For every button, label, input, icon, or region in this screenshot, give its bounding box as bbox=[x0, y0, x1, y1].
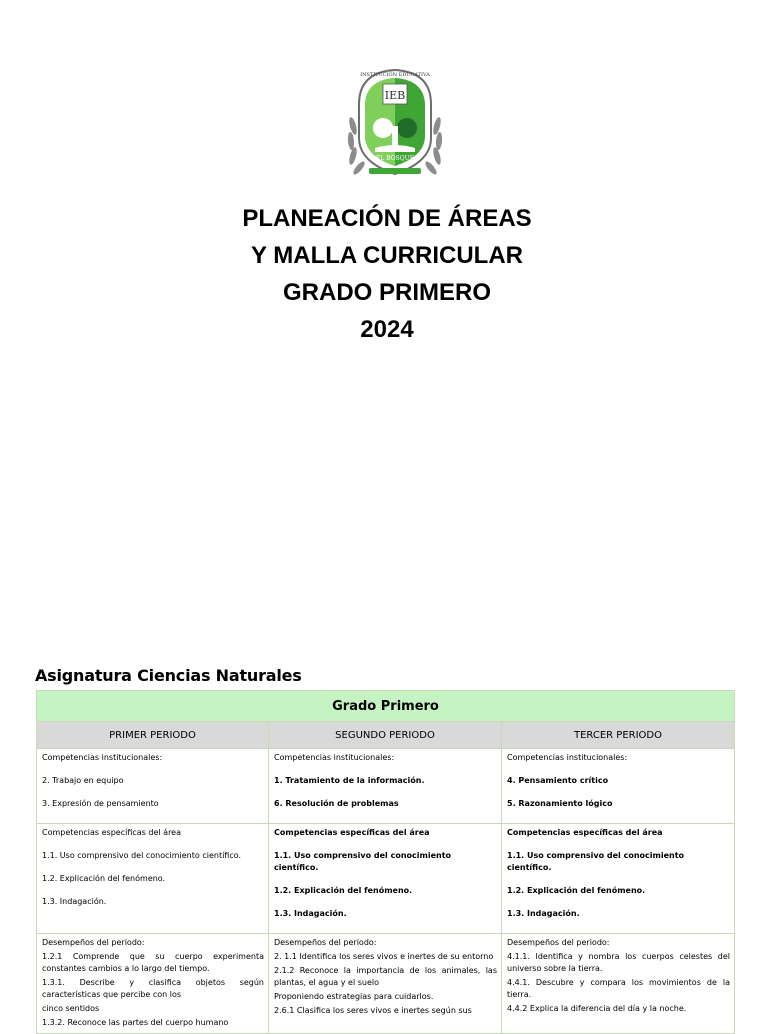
cell-line: 5. Razonamiento lógico bbox=[507, 799, 613, 808]
cell-line: 3. Expresión de pensamiento bbox=[42, 799, 159, 808]
cell-line: 1.3. Indagación. bbox=[507, 909, 580, 918]
table-cell bbox=[269, 824, 502, 934]
table-row bbox=[37, 749, 735, 824]
cell-line: 1.1. Uso comprensivo del conocimiento científico. bbox=[507, 851, 685, 872]
cell-line: Competencias específicas del área bbox=[507, 828, 663, 837]
cell-line: 1.3.2. Reconoce las partes del cuerpo humano bbox=[42, 1018, 229, 1027]
logo-top-text: INSTITUCIÓN EDUCATIVA bbox=[360, 72, 430, 78]
table-cell bbox=[269, 934, 502, 1034]
cell-line: Competencias institucionales: bbox=[42, 753, 163, 762]
cell-line: Desempeños del periodo: bbox=[274, 938, 377, 947]
cell-line: 1.2. Explicación del fenómeno. bbox=[507, 886, 646, 895]
school-logo bbox=[345, 66, 445, 180]
table-cell bbox=[37, 824, 269, 934]
cell-line: 1.2.1 Comprende que su cuerpo experimenta constantes cambios a lo largo del tiempo. bbox=[42, 952, 264, 973]
cell-line: 1.2. Explicación del fenómeno. bbox=[42, 874, 166, 883]
grade-header: Grado Primero bbox=[37, 691, 735, 722]
table-cell bbox=[502, 749, 735, 824]
cell-line: 1.3. Indagación. bbox=[274, 909, 347, 918]
table-cell bbox=[502, 824, 735, 934]
table-cell bbox=[37, 934, 269, 1034]
subject-heading: Asignatura Ciencias Naturales bbox=[35, 666, 302, 685]
table-cell bbox=[37, 749, 269, 824]
title-line-1: PLANEACIÓN DE ÁREAS bbox=[242, 205, 532, 232]
table-row bbox=[37, 934, 735, 1034]
logo-initials: IEB bbox=[384, 89, 406, 102]
cell-line: Proponiendo estrategias para cuidarlos. bbox=[274, 992, 434, 1001]
logo-bottom-text: EL BOSQUE bbox=[375, 155, 415, 162]
table-cell bbox=[269, 749, 502, 824]
cell-line: 6. Resolución de problemas bbox=[274, 799, 399, 808]
cell-line: 2. Trabajo en equipo bbox=[42, 776, 124, 785]
title-line-4: 2024 bbox=[360, 316, 414, 343]
document-title bbox=[0, 200, 768, 348]
period-header-3: TERCER PERIODO bbox=[502, 722, 735, 749]
curriculum-table bbox=[36, 690, 735, 1034]
cell-line: cinco sentidos bbox=[42, 1004, 100, 1013]
cell-line: 2. 1.1 Identifica los seres vivos e inertes de su entorno bbox=[274, 952, 494, 961]
title-line-3: GRADO PRIMERO bbox=[282, 279, 491, 306]
cell-line: 4.4.2 Explica la diferencia del día y la noche. bbox=[507, 1004, 687, 1013]
cell-line: 1.2. Explicación del fenómeno. bbox=[274, 886, 413, 895]
cell-line: 2.6.1 Clasifica los seres vivos e inertes según sus bbox=[274, 1006, 472, 1015]
cell-line: Competencias específicas del área bbox=[274, 828, 430, 837]
cell-line: 1. Tratamiento de la información. bbox=[274, 776, 425, 785]
cell-line: 1.1. Uso comprensivo del conocimiento científico. bbox=[42, 851, 242, 860]
cell-line: 4.1.1. Identifica y nombra los cuerpos celestes del universo sobre la tierra. bbox=[507, 952, 730, 973]
cell-line: Competencias específicas del área bbox=[42, 828, 182, 837]
cell-line: Desempeños del periodo: bbox=[42, 938, 145, 947]
cell-line: Competencias institucionales: bbox=[274, 753, 395, 762]
cell-line: Competencias institucionales: bbox=[507, 753, 628, 762]
cell-line: Desempeños del periodo: bbox=[507, 938, 610, 947]
cell-line: 2.1.2 Reconoce la importancia de los animales, las plantas, el agua y el suelo bbox=[274, 966, 497, 987]
table-cell bbox=[502, 934, 735, 1034]
cell-line: 4. Pensamiento crítico bbox=[507, 776, 609, 785]
period-header-2: SEGUNDO PERIODO bbox=[269, 722, 502, 749]
cell-line: 1.1. Uso comprensivo del conocimiento científico. bbox=[274, 851, 452, 872]
cell-line: 4.4.1. Descubre y compara los movimientos de la tierra. bbox=[507, 978, 730, 999]
cell-line: 1.3.1. Describe y clasifica objetos según características que percibe con los bbox=[42, 978, 264, 999]
table-row bbox=[37, 824, 735, 934]
title-line-2: Y MALLA CURRICULAR bbox=[251, 242, 523, 269]
period-header-1: PRIMER PERIODO bbox=[37, 722, 269, 749]
cell-line: 1.3. Indagación. bbox=[42, 897, 107, 906]
